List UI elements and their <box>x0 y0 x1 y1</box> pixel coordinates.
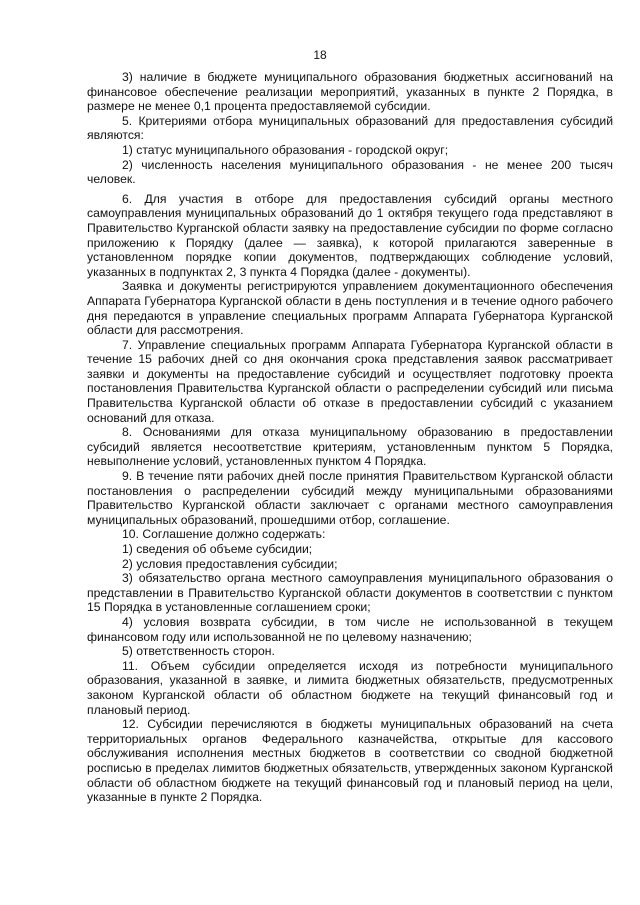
paragraph-5-item-2: 2) численность населения муниципального образования - не менее 200 тысяч человек. <box>87 157 613 187</box>
paragraph-6-application: 6. Для участия в отборе для предоставления субсидий органы местного самоуправления муниципальных образований до 1 октября текущего года представляют в Правительство Курганской области заявку на предоставление субсидии по форме согласно приложению к Порядку (далее — заявка), к которой прилагаются заверенные в установленном порядке копии документов, подтверждающих соблюдение условий, указанных в подпунктах 2, 3 пункта 4 Порядка (далее - документы). <box>87 191 613 279</box>
paragraph-10-item-4: 4) условия возврата субсидии, в том числе не использованной в текущем финансовом году или использованной не по целевому назначению; <box>87 614 613 644</box>
paragraph-3-budget-allocation: 3) наличие в бюджете муниципального образования бюджетных ассигнований на финансовое обеспечение реализации мероприятий, указанных в пункте 2 Порядка, в размере не менее 0,1 процента предоставляемой субсидии. <box>87 70 613 114</box>
paragraph-11-subsidy-volume: 11. Объем субсидии определяется исходя из потребности муниципального образования, указанной в заявке, и лимита бюджетных обязательств, предусмотренных законом Курганской области об областном бюджете на текущий финансовый год и плановый период. <box>87 658 613 717</box>
paragraph-5-item-1: 1) статус муниципального образования - городской округ; <box>122 142 449 157</box>
document-body <box>87 70 613 805</box>
paragraph-10-item-5: 5) ответственность сторон. <box>122 644 275 659</box>
paragraph-8-refusal-grounds: 8. Основаниями для отказа муниципальному образованию в предоставлении субсидий является несоответствие критериям, установленным пунктом 5 Порядка, невыполнение условий, установленных пунктом 4 Порядка. <box>87 425 613 469</box>
page-number: 18 <box>313 48 327 62</box>
paragraph-9-agreement: 9. В течение пяти рабочих дней после принятия Правительством Курганской области постановления о распределении субсидий между муниципальными образованиями Правительство Курганской области заключает с органами местного самоуправления муниципальных образований, прошедшими отбор, соглашение. <box>87 469 613 527</box>
paragraph-5-selection-criteria: 5. Критериями отбора муниципальных образований для предоставления субсидий являются: <box>87 113 613 143</box>
paragraph-7-review: 7. Управление специальных программ Аппарата Губернатора Курганской области в течение 15 рабочих дней со дня окончания срока представления заявок рассматривает заявки и документы на предоставление субсидий и осуществляет подготовку проекта постановления Правительства Курганской области о распределении субсидий или письма Правительства Курганской области об отказе в предоставлении субсидий с указанием оснований для отказа. <box>87 337 613 425</box>
paragraph-10-item-2: 2) условия предоставления субсидии; <box>122 556 338 571</box>
paragraph-10-item-3: 3) обязательство органа местного самоуправления муниципального образования о представлении в Правительство Курганской области документов в соответствии с пунктом 15 Порядка в установленные соглашением сроки; <box>87 571 613 615</box>
paragraph-12-transfer: 12. Субсидии перечисляются в бюджеты муниципальных образований на счета территориальных органов Федерального казначейства, открытые для кассового обслуживания исполнения местных бюджетов в соответствии со сводной бюджетной росписью в пределах лимитов бюджетных обязательств, утвержденных законом Курганской области об областном бюджете на текущий финансовый год и плановый период на цели, указанные в пункте 2 Порядка. <box>87 717 613 805</box>
paragraph-10-item-1: 1) сведения об объеме субсидии; <box>122 542 313 556</box>
paragraph-6-registration: Заявка и документы регистрируются управлением документационного обеспечения Аппарата Губернатора Курганской области в день поступления и в течение одного рабочего дня передаются в управление специальных программ Аппарата Губернатора Курганской области для рассмотрения. <box>87 279 613 338</box>
paragraph-10-agreement-contents: 10. Соглашение должно содержать: <box>122 527 326 542</box>
